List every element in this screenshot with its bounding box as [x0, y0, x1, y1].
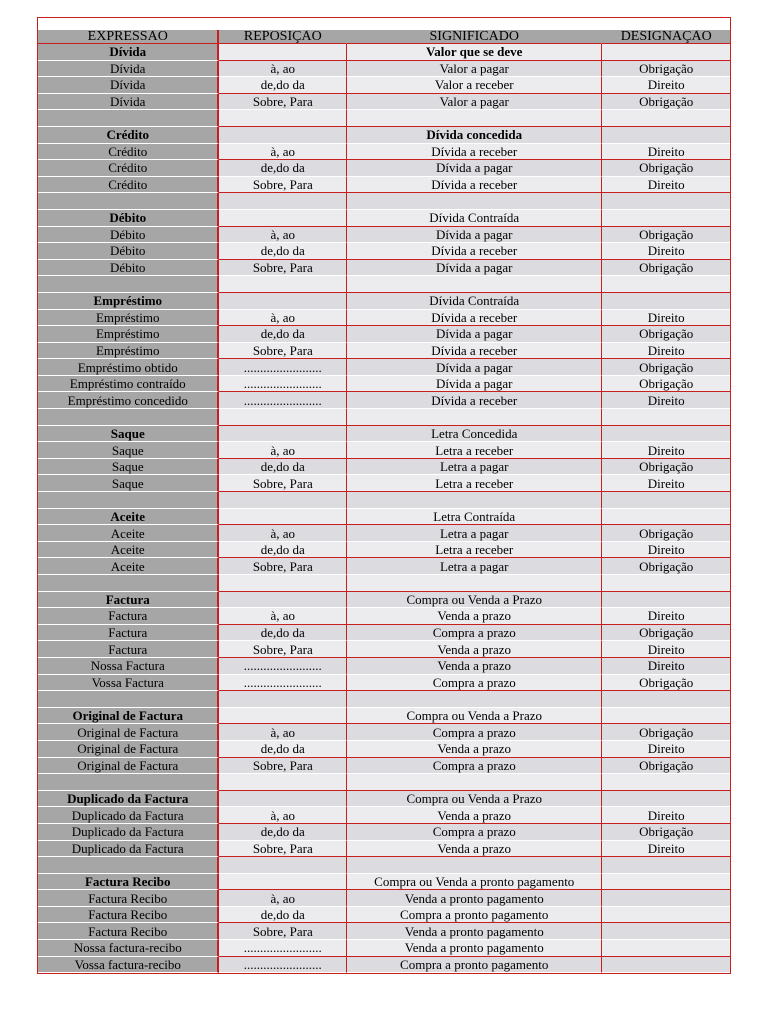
designacao-cell — [602, 492, 730, 509]
significado-cell: Valor a pagar — [347, 94, 602, 111]
table-header-row — [38, 18, 730, 44]
designacao-cell — [602, 509, 730, 526]
table-row — [38, 160, 730, 177]
expressao-cell: Original de Factura — [38, 741, 219, 758]
table-row — [38, 127, 730, 144]
table-row — [38, 658, 730, 675]
header-reposicao: REPOSIÇÃO — [219, 30, 347, 44]
reposicao-cell — [219, 874, 347, 891]
significado-cell: Letra a pagar — [347, 459, 602, 476]
expressao-cell: Débito — [38, 260, 219, 277]
designacao-cell: Obrigação — [602, 625, 730, 642]
expressao-cell: Crédito — [38, 160, 219, 177]
table-row — [38, 923, 730, 940]
designacao-cell: Direito — [602, 392, 730, 409]
reposicao-cell: à, ao — [219, 807, 347, 824]
table-row — [38, 376, 730, 393]
expressao-cell: Aceite — [38, 558, 219, 575]
significado-cell: Dívida a pagar — [347, 227, 602, 244]
reposicao-cell — [219, 592, 347, 609]
significado-cell: Venda a pronto pagamento — [347, 940, 602, 957]
expressao-cell: Débito — [38, 227, 219, 244]
reposicao-cell: Sobre, Para — [219, 923, 347, 940]
significado-cell: Compra ou Venda a Prazo — [347, 791, 602, 808]
table-row — [38, 492, 730, 509]
designacao-cell: Obrigação — [602, 359, 730, 376]
designacao-cell — [602, 691, 730, 708]
designacao-cell: Direito — [602, 177, 730, 194]
table-row — [38, 475, 730, 492]
reposicao-cell — [219, 409, 347, 426]
table-row — [38, 890, 730, 907]
expressao-cell: Factura Recibo — [38, 890, 219, 907]
reposicao-cell — [219, 293, 347, 310]
expressao-cell: Débito — [38, 210, 219, 227]
table-row — [38, 691, 730, 708]
significado-cell: Dívida a receber — [347, 144, 602, 161]
table-row — [38, 77, 730, 94]
designacao-cell — [602, 708, 730, 725]
designacao-cell: Direito — [602, 841, 730, 858]
table-row — [38, 525, 730, 542]
reposicao-cell — [219, 575, 347, 592]
table-row — [38, 293, 730, 310]
table-row — [38, 343, 730, 360]
reposicao-cell: Sobre, Para — [219, 758, 347, 775]
header-significado: SIGNIFICADO — [347, 30, 602, 44]
expressao-cell: Aceite — [38, 542, 219, 559]
reposicao-cell — [219, 857, 347, 874]
reposicao-cell: à, ao — [219, 608, 347, 625]
reposicao-cell: Sobre, Para — [219, 841, 347, 858]
table-row — [38, 110, 730, 127]
reposicao-cell: de,do da — [219, 824, 347, 841]
expressao-cell: Empréstimo — [38, 326, 219, 343]
designacao-cell — [602, 923, 730, 940]
table-row — [38, 44, 730, 61]
designacao-cell — [602, 210, 730, 227]
table-row — [38, 841, 730, 858]
expressao-cell: Vossa Factura — [38, 675, 219, 692]
significado-cell: Dívida a receber — [347, 310, 602, 327]
expressao-cell: Saque — [38, 442, 219, 459]
designacao-cell: Direito — [602, 542, 730, 559]
designacao-cell: Obrigação — [602, 94, 730, 111]
significado-cell: Letra a pagar — [347, 558, 602, 575]
table-row — [38, 442, 730, 459]
significado-cell: Compra ou Venda a pronto pagamento — [347, 874, 602, 891]
significado-cell: Venda a pronto pagamento — [347, 890, 602, 907]
expressao-cell: Factura Recibo — [38, 923, 219, 940]
designacao-cell — [602, 110, 730, 127]
table-row — [38, 575, 730, 592]
reposicao-cell: de,do da — [219, 243, 347, 260]
table-row — [38, 177, 730, 194]
expressao-cell: Original de Factura — [38, 724, 219, 741]
designacao-cell: Obrigação — [602, 459, 730, 476]
significado-cell: Dívida a receber — [347, 177, 602, 194]
reposicao-cell — [219, 492, 347, 509]
designacao-cell: Obrigação — [602, 675, 730, 692]
significado-cell: Valor que se deve — [347, 44, 602, 61]
expressao-cell: Original de Factura — [38, 708, 219, 725]
expressao-cell: Factura Recibo — [38, 907, 219, 924]
reposicao-cell: à, ao — [219, 442, 347, 459]
expressao-cell: Factura — [38, 625, 219, 642]
expressao-cell: Empréstimo — [38, 343, 219, 360]
designacao-cell: Direito — [602, 807, 730, 824]
reposicao-cell: à, ao — [219, 310, 347, 327]
significado-cell — [347, 691, 602, 708]
designacao-cell — [602, 575, 730, 592]
header-expressao: EXPRESSÃO — [38, 30, 219, 44]
table-row — [38, 310, 730, 327]
designacao-cell — [602, 874, 730, 891]
reposicao-cell — [219, 774, 347, 791]
significado-cell: Compra ou Venda a Prazo — [347, 592, 602, 609]
expressao-cell: Aceite — [38, 525, 219, 542]
designacao-cell — [602, 293, 730, 310]
significado-cell — [347, 857, 602, 874]
designacao-cell: Obrigação — [602, 326, 730, 343]
expressao-cell: Dívida — [38, 44, 219, 61]
significado-cell: Compra a prazo — [347, 824, 602, 841]
significado-cell: Letra a receber — [347, 442, 602, 459]
table-row — [38, 874, 730, 891]
reposicao-cell — [219, 691, 347, 708]
expressao-cell: Empréstimo — [38, 310, 219, 327]
significado-cell: Compra a prazo — [347, 625, 602, 642]
designacao-cell — [602, 857, 730, 874]
table-row — [38, 359, 730, 376]
significado-cell: Dívida Contraída — [347, 210, 602, 227]
expressao-cell: Dívida — [38, 77, 219, 94]
significado-cell: Compra ou Venda a Prazo — [347, 708, 602, 725]
reposicao-cell: ........................ — [219, 392, 347, 409]
table-row — [38, 260, 730, 277]
significado-cell: Dívida a pagar — [347, 359, 602, 376]
reposicao-cell: ........................ — [219, 376, 347, 393]
designacao-cell: Obrigação — [602, 558, 730, 575]
designacao-cell: Obrigação — [602, 376, 730, 393]
designacao-cell: Direito — [602, 144, 730, 161]
table-row — [38, 608, 730, 625]
expressao-cell: Duplicado da Factura — [38, 824, 219, 841]
expressao-cell: Débito — [38, 243, 219, 260]
reposicao-cell: de,do da — [219, 77, 347, 94]
designacao-cell — [602, 44, 730, 61]
expressao-cell: Aceite — [38, 509, 219, 526]
designacao-cell — [602, 592, 730, 609]
reposicao-cell: ........................ — [219, 957, 347, 974]
table-row — [38, 758, 730, 775]
expressao-cell: Empréstimo obtido — [38, 359, 219, 376]
designacao-cell: Direito — [602, 475, 730, 492]
significado-cell: Compra a prazo — [347, 724, 602, 741]
designacao-cell: Direito — [602, 741, 730, 758]
significado-cell: Dívida a pagar — [347, 326, 602, 343]
expressao-cell: Dívida — [38, 94, 219, 111]
expressao-cell: Vossa factura-recibo — [38, 957, 219, 974]
designacao-cell: Direito — [602, 310, 730, 327]
designacao-cell: Obrigação — [602, 824, 730, 841]
reposicao-cell: de,do da — [219, 907, 347, 924]
table-row — [38, 94, 730, 111]
reposicao-cell: de,do da — [219, 741, 347, 758]
reposicao-cell — [219, 210, 347, 227]
reposicao-cell: Sobre, Para — [219, 558, 347, 575]
designacao-cell: Direito — [602, 343, 730, 360]
designacao-cell: Direito — [602, 77, 730, 94]
designacao-cell: Obrigação — [602, 227, 730, 244]
significado-cell: Letra Contraída — [347, 509, 602, 526]
reposicao-cell — [219, 791, 347, 808]
designacao-cell — [602, 409, 730, 426]
table-row — [38, 409, 730, 426]
significado-cell: Venda a prazo — [347, 608, 602, 625]
designacao-cell: Direito — [602, 641, 730, 658]
table-row — [38, 392, 730, 409]
significado-cell — [347, 110, 602, 127]
table-row — [38, 326, 730, 343]
designacao-cell — [602, 127, 730, 144]
table-row — [38, 509, 730, 526]
table-row — [38, 791, 730, 808]
table-row — [38, 824, 730, 841]
significado-cell: Dívida a pagar — [347, 260, 602, 277]
reposicao-cell — [219, 44, 347, 61]
table-row — [38, 641, 730, 658]
significado-cell: Dívida a pagar — [347, 160, 602, 177]
reposicao-cell — [219, 509, 347, 526]
significado-cell: Letra a receber — [347, 475, 602, 492]
reposicao-cell: de,do da — [219, 326, 347, 343]
significado-cell: Dívida concedida — [347, 127, 602, 144]
table-row — [38, 625, 730, 642]
expressao-cell: Nossa Factura — [38, 658, 219, 675]
reposicao-cell — [219, 110, 347, 127]
table-row — [38, 940, 730, 957]
significado-cell: Venda a prazo — [347, 741, 602, 758]
designacao-cell — [602, 907, 730, 924]
table-row — [38, 957, 730, 974]
designacao-cell: Obrigação — [602, 525, 730, 542]
reposicao-cell — [219, 276, 347, 293]
contabilidade-table — [37, 17, 731, 974]
significado-cell: Valor a receber — [347, 77, 602, 94]
designacao-cell — [602, 940, 730, 957]
reposicao-cell: Sobre, Para — [219, 641, 347, 658]
expressao-cell — [38, 857, 219, 874]
table-row — [38, 558, 730, 575]
expressao-cell: Factura — [38, 641, 219, 658]
table-row — [38, 675, 730, 692]
significado-cell: Dívida Contraída — [347, 293, 602, 310]
reposicao-cell: Sobre, Para — [219, 343, 347, 360]
designacao-cell — [602, 791, 730, 808]
significado-cell — [347, 409, 602, 426]
table-row — [38, 276, 730, 293]
expressao-cell: Duplicado da Factura — [38, 791, 219, 808]
reposicao-cell: ........................ — [219, 940, 347, 957]
significado-cell — [347, 492, 602, 509]
significado-cell: Venda a prazo — [347, 658, 602, 675]
significado-cell: Compra a pronto pagamento — [347, 907, 602, 924]
significado-cell: Venda a prazo — [347, 841, 602, 858]
table-row — [38, 774, 730, 791]
designacao-cell — [602, 426, 730, 443]
table-row — [38, 227, 730, 244]
expressao-cell: Dívida — [38, 61, 219, 78]
designacao-cell — [602, 890, 730, 907]
reposicao-cell — [219, 127, 347, 144]
designacao-cell: Obrigação — [602, 724, 730, 741]
reposicao-cell: à, ao — [219, 144, 347, 161]
table-row — [38, 907, 730, 924]
reposicao-cell — [219, 426, 347, 443]
table-row — [38, 542, 730, 559]
reposicao-cell: Sobre, Para — [219, 177, 347, 194]
expressao-cell — [38, 774, 219, 791]
reposicao-cell: Sobre, Para — [219, 475, 347, 492]
significado-cell: Dívida a receber — [347, 392, 602, 409]
header-designacao: DESIGNAÇÃO — [602, 30, 730, 44]
table-row — [38, 144, 730, 161]
designacao-cell: Obrigação — [602, 758, 730, 775]
reposicao-cell: ........................ — [219, 675, 347, 692]
reposicao-cell: à, ao — [219, 61, 347, 78]
expressao-cell — [38, 276, 219, 293]
table-row — [38, 243, 730, 260]
expressao-cell: Factura — [38, 592, 219, 609]
expressao-cell — [38, 691, 219, 708]
table-row — [38, 708, 730, 725]
reposicao-cell: à, ao — [219, 227, 347, 244]
reposicao-cell: ........................ — [219, 658, 347, 675]
reposicao-cell: à, ao — [219, 890, 347, 907]
table-row — [38, 807, 730, 824]
significado-cell — [347, 575, 602, 592]
table-row — [38, 741, 730, 758]
expressao-cell: Saque — [38, 459, 219, 476]
table-row — [38, 724, 730, 741]
expressao-cell: Empréstimo — [38, 293, 219, 310]
designacao-cell: Obrigação — [602, 260, 730, 277]
significado-cell: Venda a pronto pagamento — [347, 923, 602, 940]
reposicao-cell: Sobre, Para — [219, 260, 347, 277]
designacao-cell: Direito — [602, 608, 730, 625]
table-row — [38, 210, 730, 227]
expressao-cell: Factura — [38, 608, 219, 625]
designacao-cell: Obrigação — [602, 160, 730, 177]
significado-cell: Venda a prazo — [347, 641, 602, 658]
reposicao-cell — [219, 708, 347, 725]
significado-cell: Compra a prazo — [347, 675, 602, 692]
expressao-cell: Saque — [38, 426, 219, 443]
significado-cell: Compra a pronto pagamento — [347, 957, 602, 974]
reposicao-cell: ........................ — [219, 359, 347, 376]
expressao-cell: Saque — [38, 475, 219, 492]
expressao-cell: Factura Recibo — [38, 874, 219, 891]
designacao-cell — [602, 276, 730, 293]
reposicao-cell: de,do da — [219, 160, 347, 177]
table-row — [38, 857, 730, 874]
reposicao-cell: de,do da — [219, 459, 347, 476]
designacao-cell: Direito — [602, 243, 730, 260]
table-row — [38, 61, 730, 78]
expressao-cell: Duplicado da Factura — [38, 807, 219, 824]
significado-cell — [347, 193, 602, 210]
expressao-cell — [38, 409, 219, 426]
expressao-cell: Nossa factura-recibo — [38, 940, 219, 957]
designacao-cell: Direito — [602, 442, 730, 459]
significado-cell: Venda a prazo — [347, 807, 602, 824]
expressao-cell — [38, 110, 219, 127]
significado-cell: Letra Concedida — [347, 426, 602, 443]
reposicao-cell — [219, 193, 347, 210]
significado-cell: Dívida a receber — [347, 343, 602, 360]
significado-cell: Dívida a pagar — [347, 376, 602, 393]
significado-cell: Valor a pagar — [347, 61, 602, 78]
expressao-cell: Original de Factura — [38, 758, 219, 775]
designacao-cell — [602, 774, 730, 791]
reposicao-cell: à, ao — [219, 525, 347, 542]
designacao-cell: Obrigação — [602, 61, 730, 78]
expressao-cell: Duplicado da Factura — [38, 841, 219, 858]
table-row — [38, 193, 730, 210]
reposicao-cell: Sobre, Para — [219, 94, 347, 111]
expressao-cell: Crédito — [38, 177, 219, 194]
designacao-cell — [602, 193, 730, 210]
expressao-cell: Empréstimo contraído — [38, 376, 219, 393]
reposicao-cell: de,do da — [219, 542, 347, 559]
significado-cell: Letra a pagar — [347, 525, 602, 542]
expressao-cell — [38, 492, 219, 509]
significado-cell — [347, 276, 602, 293]
reposicao-cell: de,do da — [219, 625, 347, 642]
expressao-cell — [38, 575, 219, 592]
expressao-cell — [38, 193, 219, 210]
significado-cell: Dívida a receber — [347, 243, 602, 260]
table-row — [38, 459, 730, 476]
significado-cell: Letra a receber — [347, 542, 602, 559]
expressao-cell: Crédito — [38, 144, 219, 161]
significado-cell — [347, 774, 602, 791]
designacao-cell — [602, 957, 730, 974]
designacao-cell: Direito — [602, 658, 730, 675]
significado-cell: Compra a prazo — [347, 758, 602, 775]
expressao-cell: Empréstimo concedido — [38, 392, 219, 409]
expressao-cell: Crédito — [38, 127, 219, 144]
table-body — [38, 44, 730, 973]
table-row — [38, 592, 730, 609]
reposicao-cell: à, ao — [219, 724, 347, 741]
table-row — [38, 426, 730, 443]
